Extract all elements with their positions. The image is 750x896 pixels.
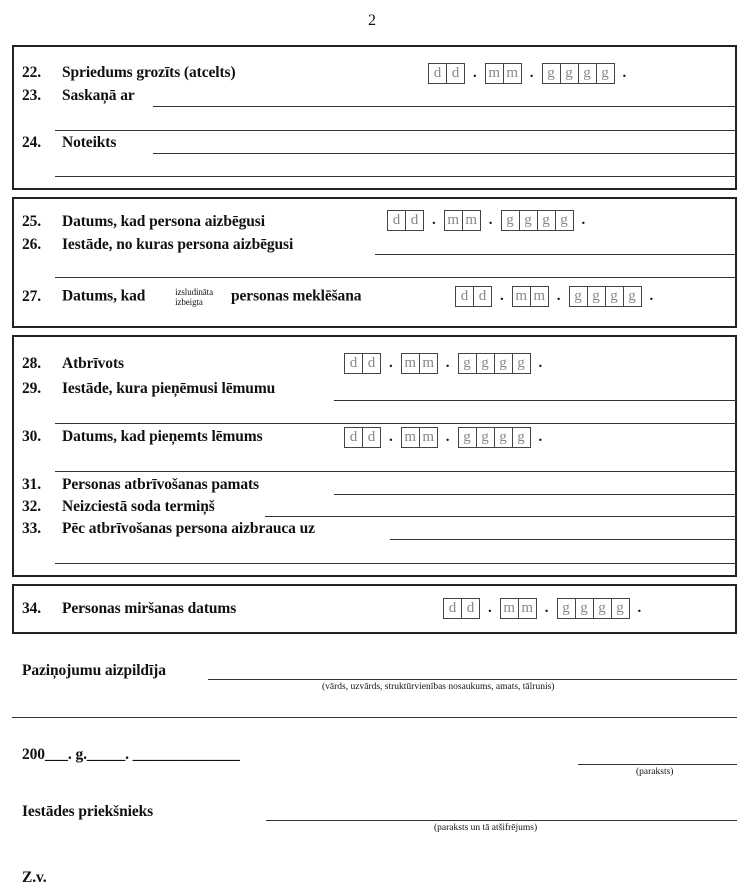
- day-digit-box[interactable]: d: [448, 600, 457, 616]
- seal-label: Z.v.: [22, 869, 47, 886]
- day-digit-box[interactable]: d: [349, 355, 358, 371]
- year-digit-box[interactable]: g: [463, 429, 471, 445]
- item-34-label: 34. Personas miršanas datums: [22, 600, 237, 617]
- month-digit-box[interactable]: m: [419, 428, 437, 447]
- item-28-label: 28. Atbrīvots: [22, 355, 124, 372]
- month-boxes[interactable]: [401, 427, 438, 448]
- date-separator: .: [581, 211, 586, 228]
- year-digit-box[interactable]: g: [562, 600, 570, 616]
- date-separator: .: [544, 599, 549, 616]
- item-24-input-line[interactable]: [153, 153, 737, 154]
- year-digit-box[interactable]: g: [587, 287, 605, 306]
- date-field-25[interactable]: [387, 209, 593, 231]
- month-digit-box[interactable]: m: [503, 600, 516, 616]
- year-digit-box[interactable]: g: [596, 64, 614, 83]
- item-25-label: 25. Datums, kad persona aizbēgusi: [22, 213, 265, 230]
- date-separator: .: [556, 287, 561, 304]
- item-32-label: 32. Neizciestā soda termiņš: [22, 498, 215, 515]
- item-30-label: 30. Datums, kad pieņemts lēmums: [22, 428, 263, 445]
- day-digit-box[interactable]: d: [461, 599, 479, 618]
- month-boxes[interactable]: [500, 598, 537, 619]
- day-boxes[interactable]: [443, 598, 480, 619]
- date-field-34[interactable]: [443, 597, 649, 619]
- date-separator: .: [500, 287, 504, 304]
- head-signature-line[interactable]: [266, 820, 737, 821]
- month-digit-box[interactable]: m: [515, 288, 528, 304]
- day-boxes[interactable]: [455, 286, 492, 307]
- year-digit-box[interactable]: g: [611, 599, 629, 618]
- item-29-label: 29. Iestāde, kura pieņēmusi lēmumu: [22, 380, 276, 397]
- date-separator: .: [637, 599, 642, 616]
- date-separator: .: [488, 599, 492, 616]
- day-digit-box[interactable]: d: [392, 212, 401, 228]
- item-31-input-line[interactable]: [334, 494, 737, 495]
- item-26-input-line-2[interactable]: [55, 277, 737, 278]
- year-digit-box[interactable]: g: [506, 212, 514, 228]
- item-33-input-line-2[interactable]: [55, 563, 737, 564]
- date-separator: .: [432, 211, 436, 228]
- date-field-28[interactable]: [344, 352, 550, 374]
- year-digit-box[interactable]: g: [593, 599, 611, 618]
- day-boxes[interactable]: [344, 353, 381, 374]
- day-digit-box[interactable]: d: [460, 288, 469, 304]
- year-digit-box[interactable]: g: [623, 287, 641, 306]
- date-separator: .: [473, 64, 477, 81]
- day-digit-box[interactable]: d: [433, 65, 442, 81]
- date-separator: .: [538, 354, 543, 371]
- day-digit-box[interactable]: d: [362, 354, 380, 373]
- year-digit-box[interactable]: g: [605, 287, 623, 306]
- item-33-label: 33. Pēc atbrīvošanas persona aizbrauca uz: [22, 520, 315, 537]
- item-23-input-line[interactable]: [153, 106, 737, 107]
- month-digit-box[interactable]: m: [447, 212, 460, 228]
- year-digit-box[interactable]: g: [555, 211, 573, 230]
- item-26-label: 26. Iestāde, no kuras persona aizbēgusi: [22, 236, 294, 253]
- month-boxes[interactable]: [444, 210, 481, 231]
- date-separator: .: [622, 64, 627, 81]
- month-digit-box[interactable]: m: [503, 64, 521, 83]
- year-digit-box[interactable]: g: [574, 288, 582, 304]
- date-separator: .: [389, 428, 393, 445]
- date-separator: .: [389, 354, 393, 371]
- month-boxes[interactable]: [512, 286, 549, 307]
- month-boxes[interactable]: [401, 353, 438, 374]
- filler-label: Paziņojumu aizpildīja: [22, 662, 166, 679]
- item-32-input-line[interactable]: [265, 516, 737, 517]
- year-digit-box[interactable]: g: [519, 211, 537, 230]
- item-31-label: 31. Personas atbrīvošanas pamats: [22, 476, 259, 493]
- day-digit-box[interactable]: d: [405, 211, 423, 230]
- year-digit-box[interactable]: g: [578, 64, 596, 83]
- page-number: 2: [368, 12, 376, 29]
- date-line[interactable]: 200___. g._____. ______________: [22, 746, 240, 763]
- date-separator: .: [529, 64, 534, 81]
- item-26-input-line[interactable]: [375, 254, 737, 255]
- item-22-label: 22. Spriedums grozīts (atcelts): [22, 64, 236, 81]
- year-digit-box[interactable]: g: [560, 64, 578, 83]
- month-boxes[interactable]: [485, 63, 522, 84]
- day-boxes[interactable]: [344, 427, 381, 448]
- filler-input-line[interactable]: [208, 679, 737, 680]
- item-29-input-line-2[interactable]: [55, 423, 737, 424]
- year-digit-box[interactable]: g: [476, 354, 494, 373]
- date-separator: .: [538, 428, 543, 445]
- date-field-27[interactable]: [455, 285, 661, 307]
- month-digit-box[interactable]: m: [530, 287, 548, 306]
- item-33-input-line[interactable]: [390, 539, 737, 540]
- year-boxes[interactable]: [501, 210, 574, 231]
- item-30-input-line[interactable]: [55, 471, 737, 472]
- option-ended[interactable]: izbeigta: [175, 297, 203, 307]
- month-digit-box[interactable]: m: [462, 211, 480, 230]
- year-digit-box[interactable]: g: [494, 428, 512, 447]
- signature-hint: (paraksts): [636, 767, 674, 777]
- year-boxes[interactable]: [458, 353, 531, 374]
- year-digit-box[interactable]: g: [537, 211, 555, 230]
- item-24-label: 24. Noteikts: [22, 134, 117, 151]
- day-boxes[interactable]: [387, 210, 424, 231]
- day-digit-box[interactable]: d: [362, 428, 380, 447]
- month-digit-box[interactable]: m: [488, 65, 501, 81]
- item-27-label: 27. Datums, kad izsludināta izbeigta personas meklēšana: [22, 287, 362, 307]
- date-separator: .: [488, 211, 493, 228]
- year-digit-box[interactable]: g: [494, 354, 512, 373]
- year-digit-box[interactable]: g: [476, 428, 494, 447]
- item-24-input-line-2[interactable]: [55, 176, 737, 177]
- date-separator: .: [445, 428, 450, 445]
- year-boxes[interactable]: [458, 427, 531, 448]
- date-field-30[interactable]: [344, 426, 550, 448]
- month-digit-box[interactable]: m: [518, 599, 536, 618]
- filler-hint: (vārds, uzvārds, struktūrvienības nosaukums, amats, tālrunis): [322, 682, 555, 692]
- day-digit-box[interactable]: d: [349, 429, 358, 445]
- date-separator: .: [649, 287, 654, 304]
- year-boxes[interactable]: [557, 598, 630, 619]
- year-boxes[interactable]: [542, 63, 615, 84]
- day-digit-box[interactable]: d: [446, 64, 464, 83]
- option-announced[interactable]: izsludināta: [175, 287, 213, 297]
- day-boxes[interactable]: [428, 63, 465, 84]
- month-digit-box[interactable]: m: [419, 354, 437, 373]
- signature-line[interactable]: [578, 764, 737, 765]
- date-separator: .: [445, 354, 450, 371]
- item-23-input-line-2[interactable]: [55, 130, 737, 131]
- head-hint: (paraksts un tā atšifrējums): [434, 823, 538, 833]
- year-digit-box[interactable]: g: [547, 65, 555, 81]
- head-label: Iestādes priekšnieks: [22, 803, 154, 820]
- day-digit-box[interactable]: d: [473, 287, 491, 306]
- date-field-22[interactable]: [428, 62, 634, 84]
- year-digit-box[interactable]: g: [512, 354, 530, 373]
- filler-input-line-2[interactable]: [12, 717, 737, 718]
- month-digit-box[interactable]: m: [404, 355, 417, 371]
- year-boxes[interactable]: [569, 286, 642, 307]
- item-29-input-line[interactable]: [334, 400, 737, 401]
- year-digit-box[interactable]: g: [512, 428, 530, 447]
- year-digit-box[interactable]: g: [463, 355, 471, 371]
- month-digit-box[interactable]: m: [404, 429, 417, 445]
- item-23-label: 23. Saskaņā ar: [22, 87, 135, 104]
- year-digit-box[interactable]: g: [575, 599, 593, 618]
